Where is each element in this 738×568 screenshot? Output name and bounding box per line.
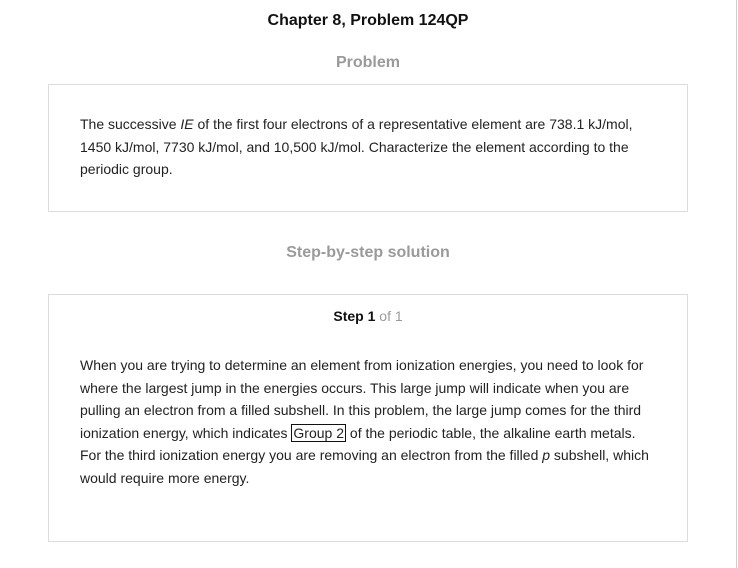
solution-heading: Step-by-step solution [286,244,450,261]
solution-line-4-start: ionization energy, which indicates [80,424,292,441]
solution-line-5-start: For the third ionization energy you are removing an electron from the filled [80,447,543,463]
step-word: Step [333,308,368,324]
solution-card [48,294,688,542]
problem-text [80,113,670,181]
problem-line-1-end: of the first four electrons of a representative element are 738.1 kJ/mol, [193,116,633,132]
page-edge-divider [736,0,737,568]
problem-line-1 [80,113,670,136]
step-total: of 1 [375,308,403,324]
solution-line-6: would require more energy. [80,469,250,486]
ie-term: IE [180,116,194,132]
problem-card [48,84,688,212]
step-indicator [49,308,687,324]
solution-line-5-end: subshell, which [550,447,649,463]
solution-line-1: When you are trying to determine an element from ionization energies, you need to look for [80,357,644,373]
problem-line-1-start: The successive [80,116,181,132]
solution-text [80,354,670,489]
solution-line-3: pulling an electron from a filled subshell. In this problem, the large jump comes for the third [80,402,642,418]
solution-line-4-end: of the periodic table, the alkaline earth metals. [346,424,636,441]
p-subshell-term: p [542,447,551,463]
solution-line-5 [80,444,670,467]
page-title: Chapter 8, Problem 124QP [267,12,469,29]
step-number: 1 [367,308,376,324]
problem-line-3: periodic group. [80,161,173,177]
problem-line-2: 1450 kJ/mol, 7730 kJ/mol, and 10,500 kJ/mol. Characterize the element according to the [80,138,629,155]
solution-line-2: where the largest jump in the energies occurs. This large jump will indicate when you are [80,379,630,396]
solution-line-4 [80,422,670,445]
answer-highlight-box: Group 2 [293,424,345,441]
problem-heading: Problem [335,54,400,71]
